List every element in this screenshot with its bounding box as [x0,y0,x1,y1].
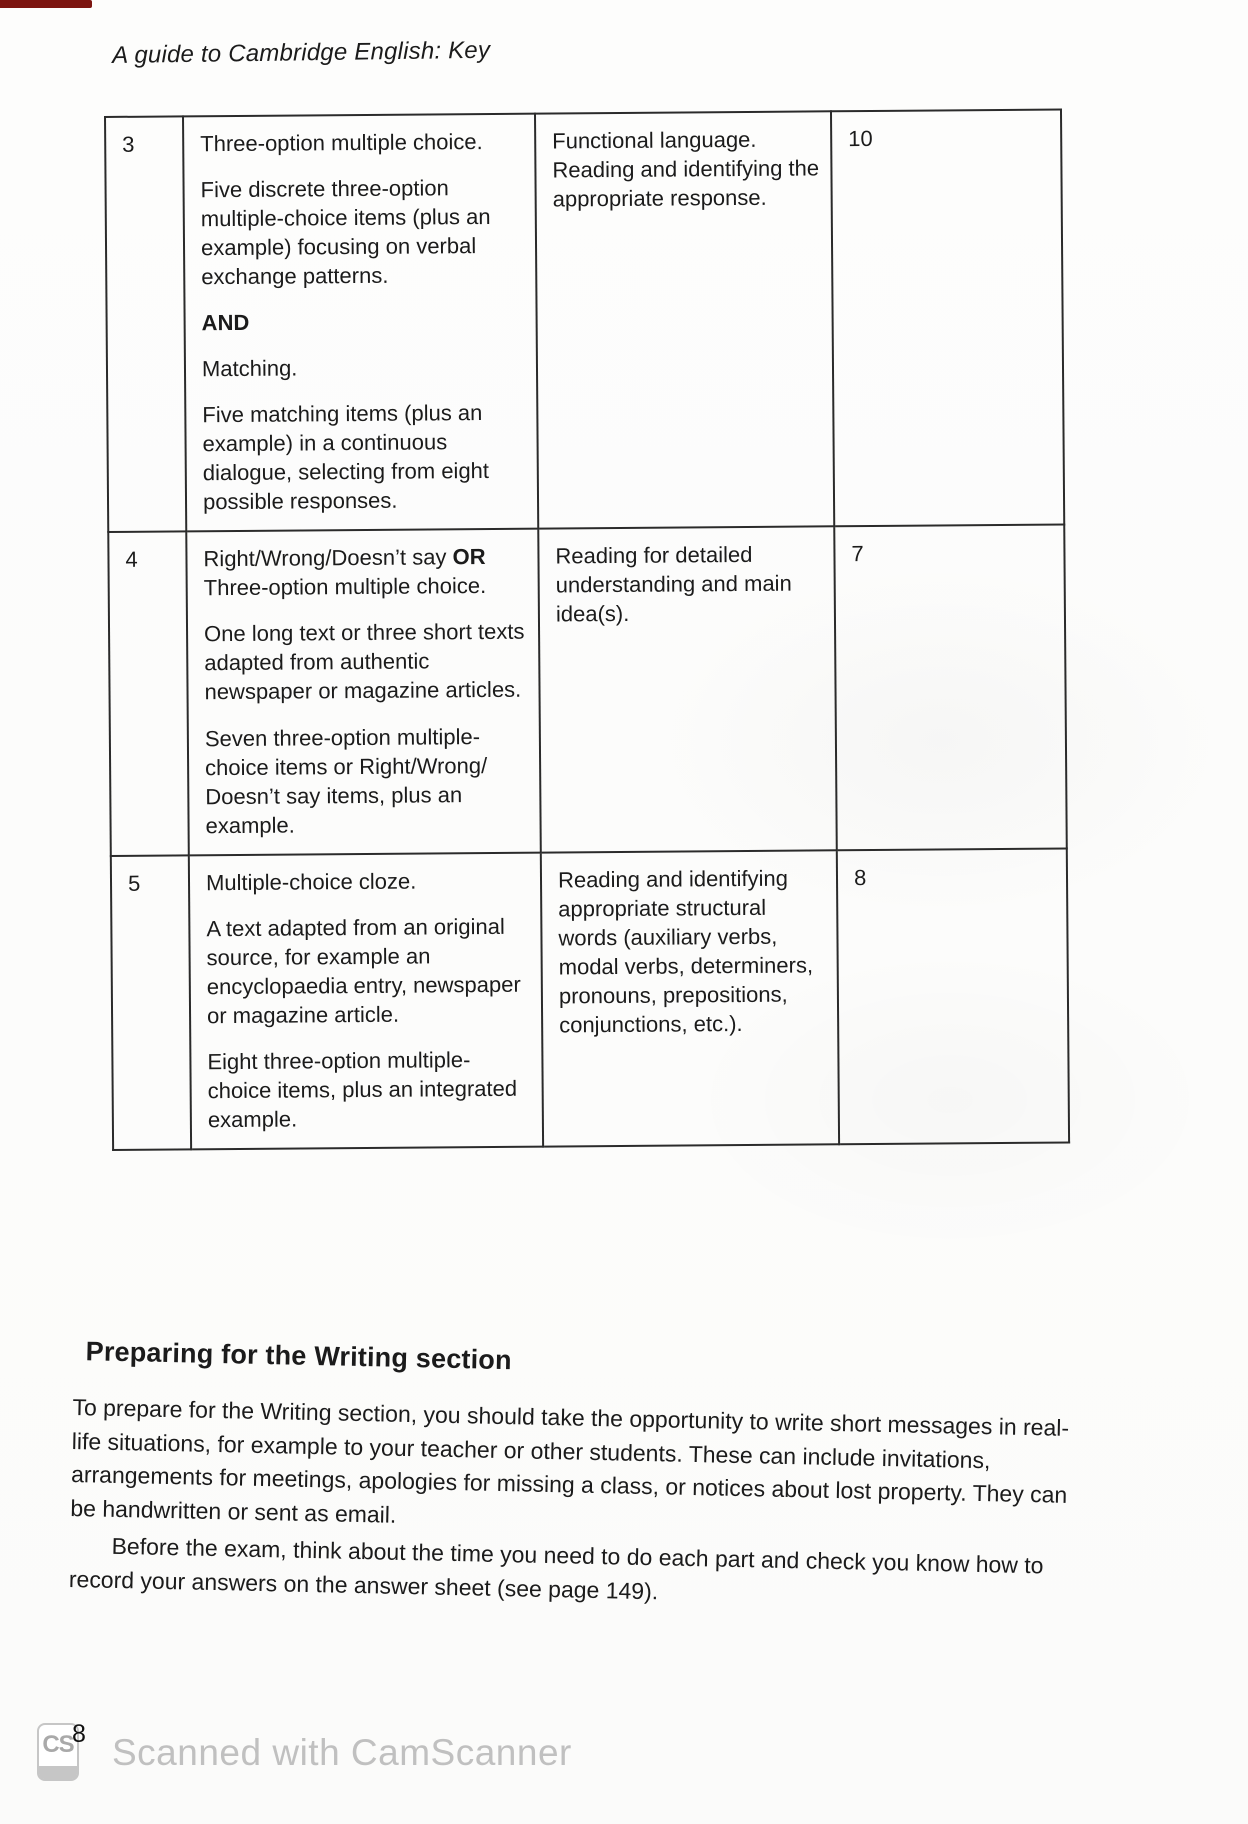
question-count: 10 [848,125,873,152]
task-format-cell [189,852,543,1149]
task-focus-cell [541,850,839,1147]
focus-text: Functional language. Reading and identifying the appropriate response. [552,126,820,212]
question-count: 8 [853,864,867,890]
focus-text: Reading and identifying appropriate structural words (auxiliary verbs, modal verbs, determiners, pronouns, prepositions, conjunctions, etc.). [557,865,814,1038]
section-paragraph: Before the exam, think about the time you need to do each part and check you know how to record your answers on the answer sheet (see page 149). [68,1533,1044,1605]
part-number-cell [111,855,191,1150]
task-focus-cell [538,527,837,853]
table-row [111,848,1069,1150]
task-paragraph: Multiple-choice cloze. [205,868,417,895]
task-paragraph: Seven three-option multiple-choice items or Right/Wrong/ Doesn’t say items, plus an example. [204,723,488,838]
table-row [105,109,1064,532]
part-number-cell [108,532,189,856]
section-heading: Preparing for the Writing section [85,1336,513,1376]
page-number: 8 [72,1720,86,1748]
section-paragraph: To prepare for the Writing section, you should take the opportunity to write short messages in real-life situations, for example to your teacher or other students. These can include invitations, arrangements for meetings, apologies for missing a class, or notices about lost property. They can be handwritten or sent as email. [70,1393,1070,1528]
camscanner-logo-text: CS [42,1731,74,1758]
page-header-title: A guide to Cambridge English: Key [112,36,491,69]
task-paragraph: One long text or three short texts adapted from authentic newspaper or magazine articles. [203,619,525,705]
task-paragraph: Three-option multiple choice. [200,129,483,157]
task-paragraph: AND [201,310,250,336]
task-paragraph: A text adapted from an original source, for example an encyclopaedia entry, newspaper or magazine article. [206,913,521,1028]
question-count: 7 [851,541,864,567]
writing-section [69,1336,1100,1618]
task-paragraph: Matching. [201,355,298,382]
task-paragraph: Eight three-option multiple-choice items, plus an integrated example. [207,1046,518,1133]
exam-parts-table [104,108,1070,1150]
camscanner-logo-band [39,1766,77,1779]
part-number-cell [105,116,186,532]
part-number: 3 [122,131,135,157]
task-format-cell [183,114,538,532]
task-paragraph: Right/Wrong/Doesn’t say OR Three-option multiple choice. [203,544,487,601]
part-number: 5 [127,870,141,896]
table-row [108,525,1067,856]
question-count-cell [837,848,1069,1144]
question-count-cell [834,525,1067,850]
task-format-cell [186,529,541,855]
camscanner-watermark: Scanned with CamScanner [112,1732,572,1773]
task-paragraph: Five discrete three-option multiple-choice items (plus an example) focusing on verbal exchange patterns. [200,175,491,290]
task-focus-cell [535,111,834,529]
scan-edge-artifact [0,0,92,8]
question-count-cell [831,109,1064,526]
task-paragraph: Five matching items (plus an example) in a continuous dialogue, selecting from eight possible responses. [202,400,490,515]
part-number: 4 [125,547,138,573]
camscanner-footer [0,1718,1248,1798]
focus-text: Reading for detailed understanding and main idea(s). [555,542,792,627]
